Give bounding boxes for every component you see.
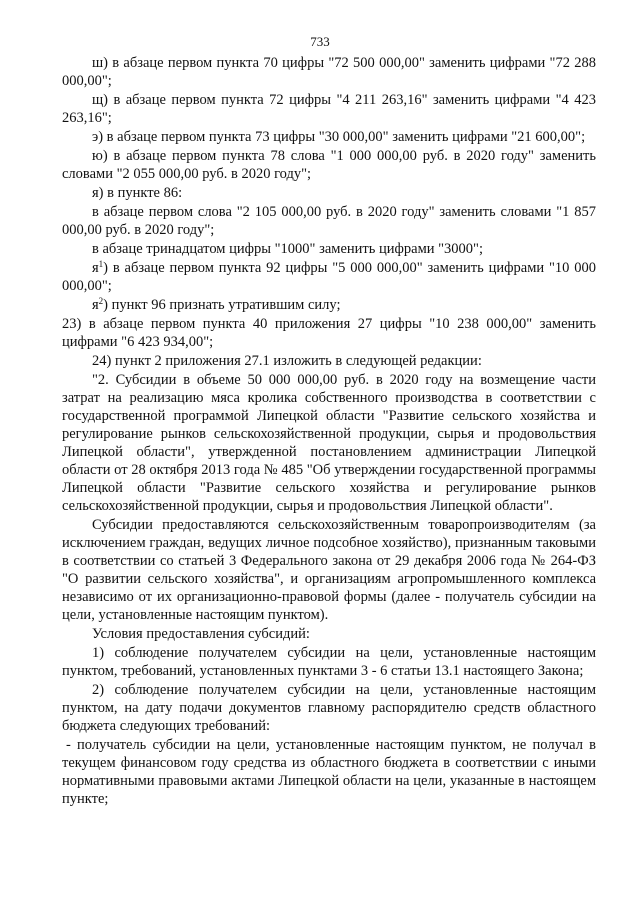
amendment-item-yu: ю) в абзаце первом пункта 78 слова "1 000 000,00 руб. в 2020 году" заменить словами "2 055 000,00 руб. в 2020 году";: [62, 148, 596, 182]
conditions-heading: Условия предоставления субсидий:: [92, 626, 310, 642]
item-letter: я: [92, 260, 99, 276]
item-superscript: 2: [98, 296, 104, 306]
item-text: ) в абзаце первом пункта 92 цифры "5 000 000,00" заменить цифрами "10 000 000,00";: [62, 260, 596, 294]
amendment-item-ya2: [62, 296, 596, 314]
document-body: [62, 54, 596, 809]
amendment-item-shch: щ) в абзаце первом пункта 72 цифры "4 211 263,16" заменить цифрами "4 423 263,16";: [62, 92, 596, 126]
subsidy-recipients-paragraph: Субсидии предоставляются сельскохозяйственным товаропроизводителям (за исключением граждан, ведущих личное подсобное хозяйство), признанным таковыми в соответствии со статьей 3 Федерального закона от 29 декабря 2006 года № 264-ФЗ "О развитии сельского хозяйства", и организациям агропромышленного комплекса независимо от их организационно-правовой формы (далее - получатель субсидии на цели, установленные настоящим пунктом).: [62, 517, 596, 623]
amendment-item-ya: я) в пункте 86:: [92, 185, 183, 201]
item-superscript: 1: [98, 259, 104, 269]
quoted-clause-2: "2. Субсидии в объеме 50 000 000,00 руб. в 2020 году на возмещение части затрат на реализацию мяса кролика собственного производства в соответствии с государственной программой Липецкой области "Развитие сельского хозяйства и регулирование рынков сельскохозяйственной продукции, сырья и продовольствия Липецкой области", утвержденной постановлением администрации Липецкой области от 28 октября 2013 года № 485 "Об утверждении государственной программы Липецкой области "Развитие сельского хозяйства и регулирование рынков сельскохозяйственной продукции, сырья и продовольствия Липецкой области".: [62, 372, 596, 514]
amendment-item-ya1: [62, 259, 596, 295]
condition-1: 1) соблюдение получателем субсидии на цели, установленные настоящим пунктом, требований, установленных пунктами 3 - 6 статьи 13.1 настоящего Закона;: [62, 645, 596, 679]
amendment-item-24: 24) пункт 2 приложения 27.1 изложить в следующей редакции:: [92, 353, 482, 369]
item-letter: я: [92, 297, 99, 313]
item-text: ) пункт 96 признать утратившим силу;: [103, 297, 341, 313]
amendment-item-ya-sub-2: в абзаце тринадцатом цифры "1000" заменить цифрами "3000";: [92, 241, 483, 257]
condition-2: 2) соблюдение получателем субсидии на цели, установленные настоящим пунктом, на дату подачи документов главному распорядителю средств областного бюджета следующих требований:: [62, 682, 596, 734]
requirement-item: - получатель субсидии на цели, установленные настоящим пунктом, не получал в текущем финансовом году средства из областного бюджета в соответствии с иными нормативными правовыми актами Липецкой области на цели, указанные в настоящем пункте;: [62, 737, 596, 807]
amendment-item-ya-sub-1: в абзаце первом слова "2 105 000,00 руб. в 2020 году" заменить словами "1 857 000,00 руб. в 2020 году";: [62, 204, 596, 238]
amendment-item-e: э) в абзаце первом пункта 73 цифры "30 000,00" заменить цифрами "21 600,00";: [92, 129, 586, 145]
amendment-item-sh: ш) в абзаце первом пункта 70 цифры "72 500 000,00" заменить цифрами "72 288 000,00";: [62, 55, 596, 89]
amendment-item-23: 23) в абзаце первом пункта 40 приложения 27 цифры "10 238 000,00" заменить цифрами "6 423 934,00";: [62, 316, 596, 350]
page-number: 733: [310, 34, 330, 49]
